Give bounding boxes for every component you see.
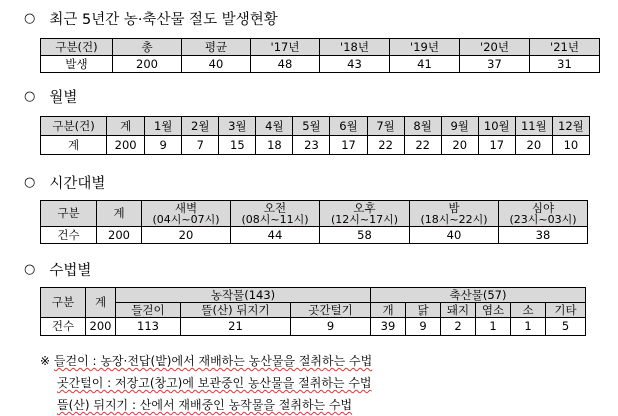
bullet-icon: ○ — [24, 262, 36, 277]
header-cell: 곳간털기 — [291, 303, 371, 318]
note-text: 곳간털이 : 저장고(창고)에 보관중인 농산물을 절취하는 수법 — [57, 376, 372, 390]
table-cell: 9 — [145, 136, 182, 155]
bullet-icon: ○ — [24, 11, 36, 26]
yearly-table — [40, 38, 600, 73]
table-cell: 21 — [181, 318, 291, 336]
header-cell: '21년 — [530, 39, 600, 56]
header-cell: 오전 (08시~11시) — [231, 201, 320, 227]
header-cell: 새벽 (04시~07시) — [142, 201, 231, 227]
table-cell: 40 — [182, 56, 251, 73]
header-cell: 5월 — [293, 117, 330, 136]
table-cell: 200 — [107, 136, 145, 155]
row-label: 건수 — [41, 318, 86, 336]
note-line — [57, 374, 372, 391]
note-line — [57, 396, 352, 413]
table-cell: 200 — [86, 318, 116, 336]
time-table — [40, 200, 588, 244]
header-cell: 계 — [86, 288, 116, 318]
table-cell: 37 — [460, 56, 530, 73]
table-cell: 20 — [515, 136, 552, 155]
header-cell: 오후 (12시~17시) — [320, 201, 410, 227]
table-cell: 20 — [142, 227, 231, 244]
header-cell: 구분 — [41, 201, 97, 227]
section-time-heading — [24, 172, 105, 193]
table-cell: 1 — [511, 318, 546, 336]
table-cell: 58 — [320, 227, 410, 244]
table-cell: 15 — [219, 136, 256, 155]
header-cell: 총 — [113, 39, 182, 56]
monthly-table — [40, 116, 590, 155]
table-cell: 23 — [293, 136, 330, 155]
table-cell: 1 — [476, 318, 511, 336]
header-cell: 구분(건) — [41, 39, 113, 56]
header-cell: 8월 — [404, 117, 441, 136]
section-yearly-heading — [24, 8, 278, 29]
note-text: 들걷이 : 농장·전답(밭)에서 재배하는 농산물을 절취하는 수법 — [53, 354, 373, 368]
header-cell: 7월 — [367, 117, 404, 136]
header-cell: 밤 (18시~22시) — [410, 201, 499, 227]
header-cell: 뜰(산) 뒤지기 — [181, 303, 291, 318]
header-cell: 구분 — [41, 288, 86, 318]
header-cell: 계 — [107, 117, 145, 136]
note-text: 뜰(산) 뒤지기 : 산에서 재배중인 농작물을 절취하는 수법 — [57, 398, 353, 412]
header-cell: 4월 — [256, 117, 293, 136]
row-label: 건수 — [41, 227, 97, 244]
header-cell: 염소 — [476, 303, 511, 318]
table-cell: 22 — [367, 136, 404, 155]
header-cell: '18년 — [320, 39, 390, 56]
bullet-icon: ○ — [24, 175, 36, 190]
header-cell: 계 — [97, 201, 142, 227]
group-header-farm: 농작물(143) — [116, 288, 371, 303]
table-cell: 7 — [182, 136, 219, 155]
table-cell: 18 — [256, 136, 293, 155]
table-cell: 200 — [113, 56, 182, 73]
table-cell: 200 — [97, 227, 142, 244]
header-cell: 평균 — [182, 39, 251, 56]
header-cell: 10월 — [478, 117, 515, 136]
table-header-row — [41, 288, 586, 303]
table-cell: 10 — [552, 136, 589, 155]
table-row — [41, 227, 588, 244]
group-header-livestock: 축산물(57) — [371, 288, 586, 303]
header-cell: 개 — [371, 303, 406, 318]
section-title: 수법별 — [49, 263, 92, 279]
header-cell: 돼지 — [441, 303, 476, 318]
table-cell: 17 — [330, 136, 367, 155]
table-header-row — [41, 117, 590, 136]
section-title: 최근 5년간 농·축산물 절도 발생현황 — [49, 12, 278, 28]
header-cell: 구분(건) — [41, 117, 107, 136]
note-mark: ※ — [40, 354, 51, 368]
table-cell: 44 — [231, 227, 320, 244]
header-cell: 들걷이 — [116, 303, 181, 318]
table-cell: 43 — [320, 56, 390, 73]
table-cell: 38 — [499, 227, 588, 244]
bullet-icon: ○ — [24, 89, 36, 104]
table-header-row — [41, 39, 600, 56]
table-cell: 41 — [390, 56, 460, 73]
table-cell: 40 — [410, 227, 499, 244]
header-cell: 3월 — [219, 117, 256, 136]
table-header-row — [41, 201, 588, 227]
table-cell: 2 — [441, 318, 476, 336]
row-label: 발생 — [41, 56, 113, 73]
table-cell: 9 — [406, 318, 441, 336]
table-cell: 113 — [116, 318, 181, 336]
header-cell: '17년 — [251, 39, 320, 56]
section-method-heading — [24, 259, 91, 280]
section-title: 시간대별 — [49, 176, 106, 192]
table-cell: 20 — [441, 136, 478, 155]
table-cell: 9 — [291, 318, 371, 336]
note-line — [40, 352, 372, 369]
table-cell: 17 — [478, 136, 515, 155]
header-cell: 2월 — [182, 117, 219, 136]
header-cell: 6월 — [330, 117, 367, 136]
section-title: 월별 — [49, 90, 78, 106]
table-cell: 5 — [546, 318, 586, 336]
header-cell: 11월 — [515, 117, 552, 136]
table-subheader-row — [41, 303, 586, 318]
header-cell: 기타 — [546, 303, 586, 318]
header-cell: 12월 — [552, 117, 589, 136]
header-cell: 닭 — [406, 303, 441, 318]
header-cell: '19년 — [390, 39, 460, 56]
row-label: 계 — [41, 136, 107, 155]
table-row — [41, 318, 586, 336]
header-cell: 1월 — [145, 117, 182, 136]
table-cell: 39 — [371, 318, 406, 336]
header-cell: 9월 — [441, 117, 478, 136]
header-cell: 소 — [511, 303, 546, 318]
table-row — [41, 136, 590, 155]
header-cell: 심야 (23시~03시) — [499, 201, 588, 227]
section-monthly-heading — [24, 86, 77, 107]
table-row — [41, 56, 600, 73]
table-cell: 48 — [251, 56, 320, 73]
table-cell: 22 — [404, 136, 441, 155]
header-cell: '20년 — [460, 39, 530, 56]
table-cell: 31 — [530, 56, 600, 73]
method-table — [40, 287, 586, 336]
